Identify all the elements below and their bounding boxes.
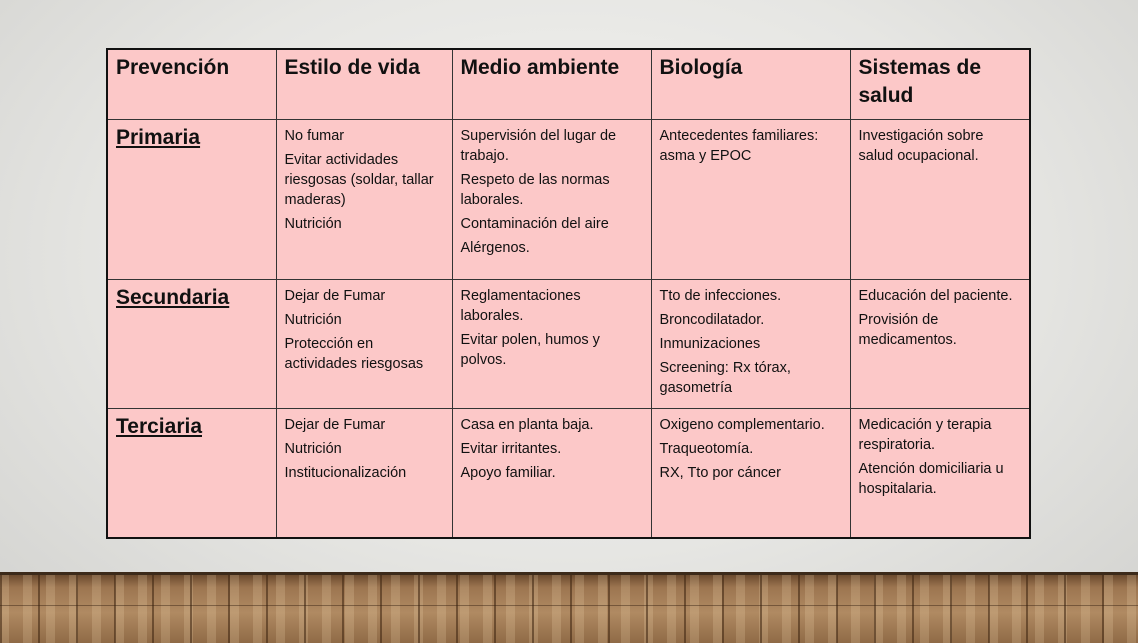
cell-line: Antecedentes familiares: asma y EPOC	[659, 127, 819, 164]
cell-line: Nutrición	[284, 311, 342, 328]
cell-line: Protección en actividades riesgosas	[284, 335, 424, 372]
cell-line: Casa en planta baja.	[460, 416, 594, 433]
header-prevencion: Prevención	[107, 49, 276, 119]
cell-line: Tto de infecciones.	[659, 287, 782, 304]
cell-line: Broncodilatador.	[659, 311, 765, 328]
row-label-terciaria: Terciaria	[107, 408, 276, 538]
cell-line: Educación del paciente.	[858, 287, 1013, 304]
cell-terciaria-estilo	[276, 408, 452, 538]
cell-line: RX, Tto por cáncer	[659, 464, 781, 481]
cell-line: Apoyo familiar.	[460, 464, 556, 481]
cell-line: Contaminación del aire	[460, 215, 609, 232]
cell-line: Oxigeno complementario.	[659, 416, 825, 433]
table-row	[107, 119, 1030, 279]
cell-line: Nutrición	[284, 215, 342, 232]
cell-secundaria-biologia	[651, 279, 850, 408]
cell-line: Traqueotomía.	[659, 440, 754, 457]
header-row	[107, 49, 1030, 119]
table-row	[107, 408, 1030, 538]
cell-secundaria-medio	[452, 279, 651, 408]
cell-terciaria-sistemas	[850, 408, 1030, 538]
cell-line: Screening: Rx tórax, gasometría	[659, 359, 791, 396]
cell-secundaria-sistemas	[850, 279, 1030, 408]
cell-line: Atención domiciliaria u hospitalaria.	[858, 460, 1004, 497]
row-label-primaria: Primaria	[107, 119, 276, 279]
header-medio-ambiente: Medio ambiente	[452, 49, 651, 119]
cell-terciaria-medio	[452, 408, 651, 538]
cell-line: Supervisión del lugar de trabajo.	[460, 127, 617, 164]
cell-line: Dejar de Fumar	[284, 287, 386, 304]
cell-secundaria-estilo	[276, 279, 452, 408]
cell-line: Dejar de Fumar	[284, 416, 386, 433]
header-sistemas-de-salud: Sistemas de salud	[850, 49, 1030, 119]
prevention-table	[106, 48, 1031, 539]
header-estilo-de-vida: Estilo de vida	[276, 49, 452, 119]
cell-line: Alérgenos.	[460, 239, 530, 256]
wooden-floor	[0, 572, 1138, 643]
cell-terciaria-biologia	[651, 408, 850, 538]
cell-line: Respeto de las normas laborales.	[460, 171, 610, 208]
cell-primaria-estilo	[276, 119, 452, 279]
cell-line: No fumar	[284, 127, 345, 144]
cell-line: Institucionalización	[284, 464, 407, 481]
table-row	[107, 279, 1030, 408]
cell-line: Evitar polen, humos y polvos.	[460, 331, 600, 368]
cell-line: Inmunizaciones	[659, 335, 761, 352]
cell-line: Reglamentaciones laborales.	[460, 287, 581, 324]
header-biologia: Biología	[651, 49, 850, 119]
cell-primaria-medio	[452, 119, 651, 279]
cell-line: Evitar irritantes.	[460, 440, 562, 457]
row-label-secundaria: Secundaria	[107, 279, 276, 408]
cell-line: Investigación sobre salud ocupacional.	[858, 127, 984, 164]
cell-line: Evitar actividades riesgosas (soldar, tallar maderas)	[284, 151, 434, 208]
cell-line: Provisión de medicamentos.	[858, 311, 957, 348]
cell-primaria-biologia	[651, 119, 850, 279]
cell-line: Nutrición	[284, 440, 342, 457]
cell-primaria-sistemas	[850, 119, 1030, 279]
cell-line: Medicación y terapia respiratoria.	[858, 416, 992, 453]
